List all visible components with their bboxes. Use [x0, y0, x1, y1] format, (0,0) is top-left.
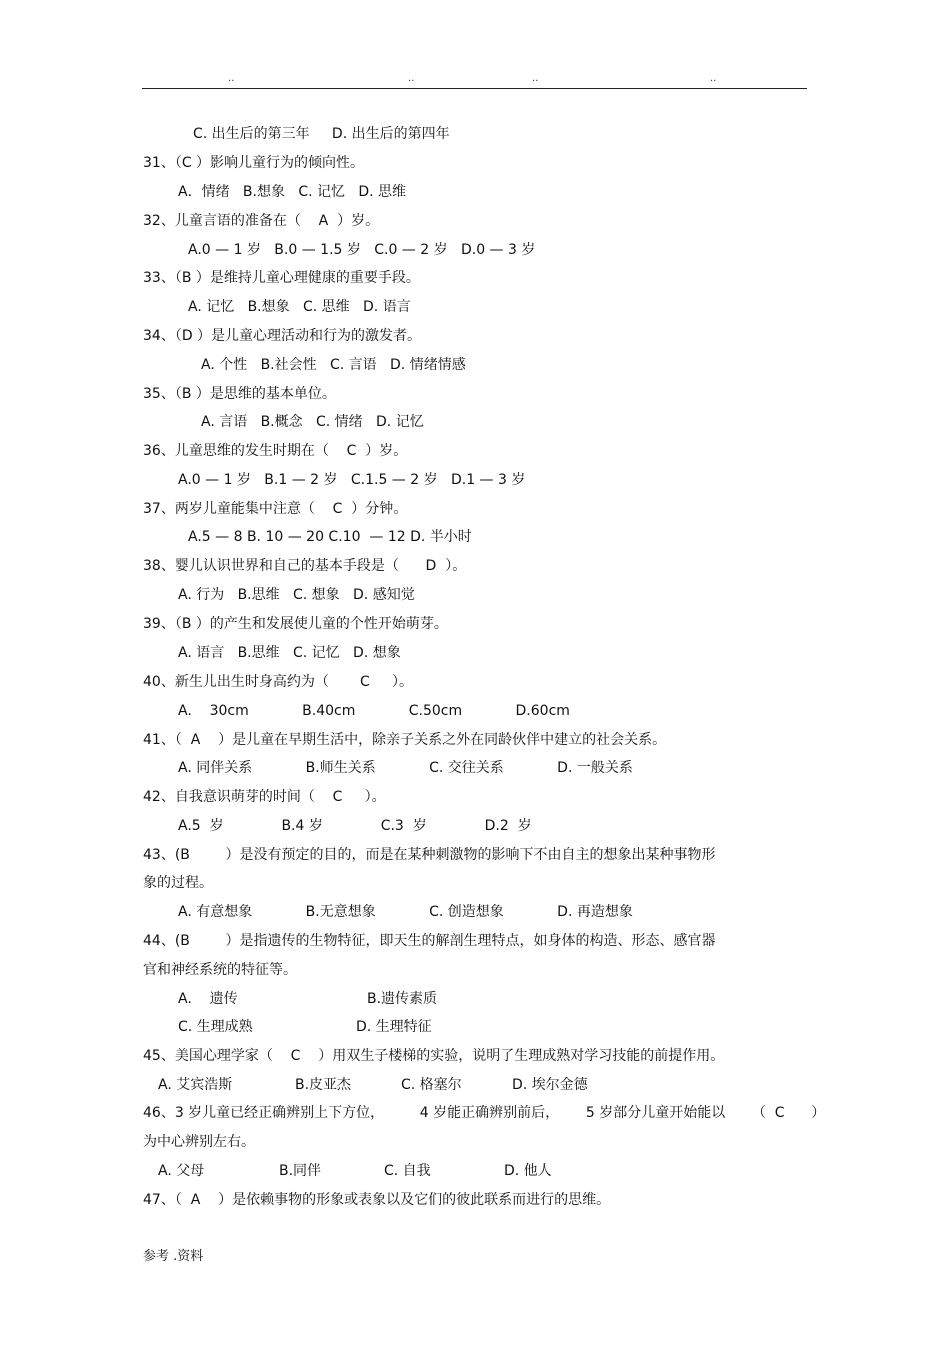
question-46-cont: 为中心辨别左右。: [143, 1134, 255, 1150]
question-43: 43、(B ）是没有预定的目的，而是在某种刺激物的影响下不由自主的想象出某种事物形: [143, 847, 716, 863]
header-dots-3: ..: [532, 73, 539, 84]
question-43-cont: 象的过程。: [143, 875, 213, 891]
option-46-a: A. 父母: [158, 1163, 205, 1179]
option-45-b: B.皮亚杰: [295, 1077, 352, 1093]
question-33: 33、（B ）是维持儿童心理健康的重要手段。: [143, 270, 420, 286]
option-44-a: A. 遗传: [178, 991, 238, 1007]
question-45: 45、美国心理学家（ C ）用双生子楼梯的实验，说明了生理成熟对学习技能的前提作用。: [143, 1048, 725, 1064]
option-line-31: A．情绪 B.想象 C. 记忆 D. 思维: [178, 184, 407, 200]
option-line-36: A.0 — 1 岁 B.1 — 2 岁 C.1.5 — 2 岁 D.1 — 3 岁: [178, 472, 526, 488]
option-45-d: D. 埃尔金德: [512, 1077, 588, 1093]
question-39: 39、（B ）的产生和发展使儿童的个性开始萌芽。: [143, 616, 448, 632]
option-line-37: A.5 — 8 B. 10 — 20 C.10 — 12 D. 半小时: [188, 529, 472, 545]
option-line-42: A.5 岁 B.4 岁 C.3 岁 D.2 岁: [178, 818, 532, 834]
option-44-d: D. 生理特征: [356, 1019, 432, 1035]
question-41: 41、（ A ）是儿童在早期生活中，除亲子关系之外在同龄伙伴中建立的社会关系。: [143, 732, 667, 748]
option-line-33: A. 记忆 B.想象 C. 思维 D. 语言: [188, 299, 411, 315]
header-dots-1: ..: [228, 73, 235, 84]
question-46: 46、3 岁儿童已经正确辨别上下方位， 4 岁能正确辨别前后， 5 岁部分儿童开始能以 （ C ）: [143, 1105, 826, 1121]
option-line-38: A. 行为 B.思维 C. 想象 D. 感知觉: [178, 587, 415, 603]
question-44: 44、(B ）是指遗传的生物特征，即天生的解剖生理特点，如身体的构造、形态、感官器: [143, 933, 716, 949]
question-31: 31、（C ）影响儿童行为的倾向性。: [143, 155, 365, 171]
question-47: 47、（ A ）是依赖事物的形象或表象以及它们的彼此联系而进行的思维。: [143, 1192, 611, 1208]
option-line-40: A. 30cm B.40cm C.50cm D.60cm: [178, 703, 570, 719]
question-37: 37、两岁儿童能集中注意（ C ）分钟。: [143, 501, 408, 517]
question-44-cont: 官和神经系统的特征等。: [143, 962, 297, 978]
option-46-d: D. 他人: [504, 1163, 552, 1179]
question-38: 38、婴儿认识世界和自己的基本手段是（ D ）。: [143, 558, 467, 574]
option-45-c: C. 格塞尔: [401, 1077, 462, 1093]
option-line-35: A. 言语 B.概念 C. 情绪 D. 记忆: [201, 414, 424, 430]
question-35: 35、（B ）是思维的基本单位。: [143, 386, 336, 402]
option-46-c: C. 自我: [384, 1163, 431, 1179]
option-46-b: B.同伴: [279, 1163, 322, 1179]
option-44-c: C. 生理成熟: [178, 1019, 253, 1035]
option-line-34: A. 个性 B.社会性 C. 言语 D. 情绪情感: [201, 357, 466, 373]
option-line-43: A. 有意想象 B.无意想象 C. 创造想象 D. 再造想象: [178, 904, 633, 920]
header-dots-2: ..: [408, 73, 415, 84]
question-40: 40、新生儿出生时身高约为（ C ）。: [143, 674, 413, 690]
option-44-b: B.遗传素质: [367, 991, 438, 1007]
question-32: 32、儿童言语的准备在（ A ）岁。: [143, 213, 380, 229]
option-line-30: C. 出生后的第三年 D. 出生后的第四年: [193, 126, 450, 142]
header-dots-4: ..: [710, 73, 717, 84]
option-line-32: A.0 — 1 岁 B.0 — 1.5 岁 C.0 — 2 岁 D.0 — 3 岁: [188, 242, 536, 258]
footer-note: 参考 .资料: [143, 1249, 204, 1264]
header-rule: [142, 88, 807, 89]
option-line-39: A. 语言 B.思维 C. 记忆 D. 想象: [178, 645, 401, 661]
option-45-a: A. 艾宾浩斯: [158, 1077, 233, 1093]
question-36: 36、儿童思维的发生时期在（ C ）岁。: [143, 443, 408, 459]
question-42: 42、自我意识萌芽的时间（ C ）。: [143, 789, 386, 805]
option-line-41: A. 同伴关系 B.师生关系 C. 交往关系 D. 一般关系: [178, 760, 633, 776]
question-34: 34、（D ）是儿童心理活动和行为的激发者。: [143, 328, 422, 344]
